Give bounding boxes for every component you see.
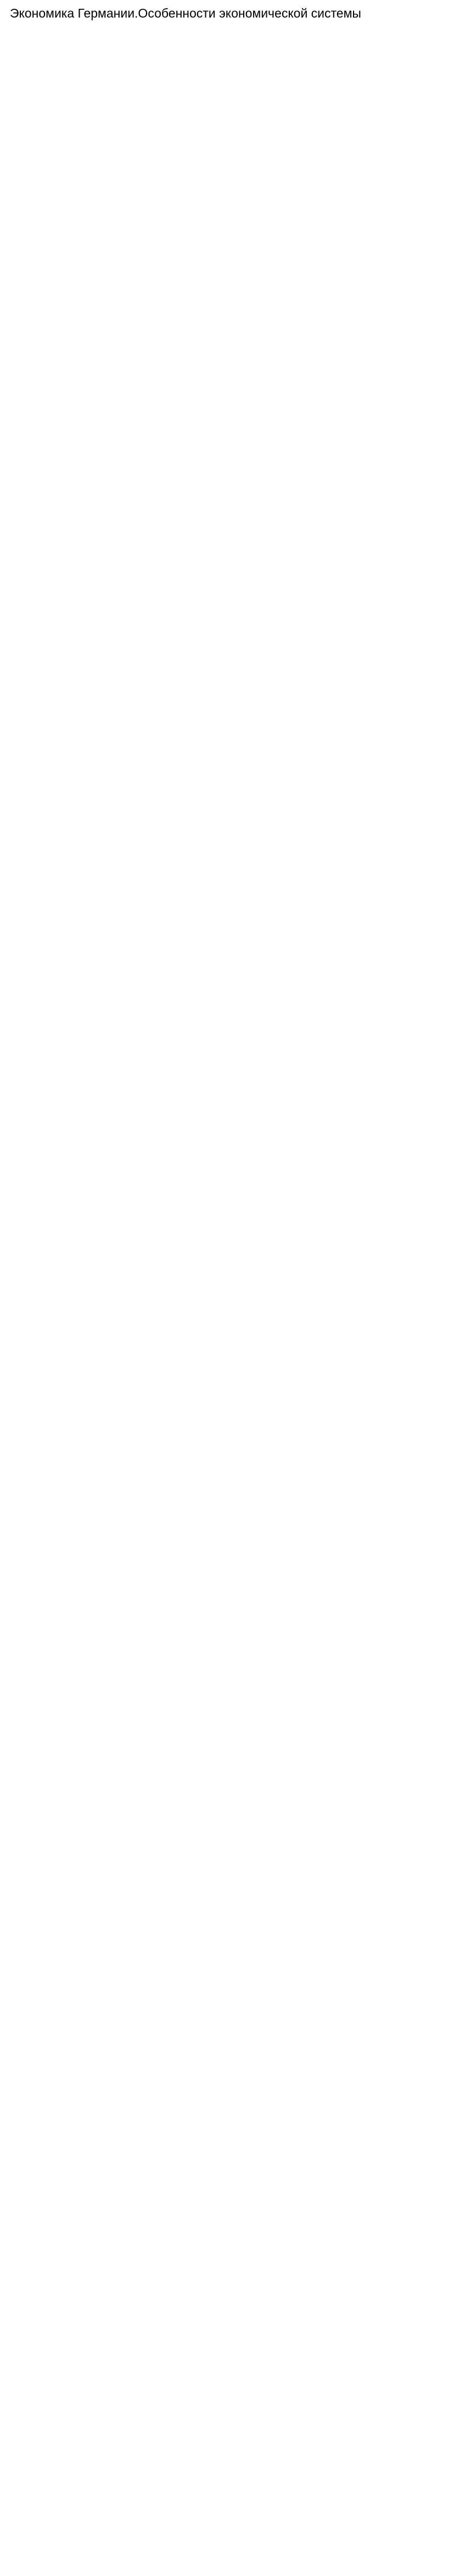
right-aligned-list <box>10 712 455 778</box>
paragraph-block <box>10 2146 455 2185</box>
paragraph-block <box>10 1649 455 1698</box>
paragraph-block <box>10 1260 455 1348</box>
paragraph-block <box>10 1193 455 1254</box>
paragraph-block <box>10 200 455 304</box>
spacer <box>10 666 455 681</box>
document-title: Экономика Германии.Особенности экономической системы <box>10 6 361 20</box>
paragraph-block <box>10 539 455 660</box>
paragraph-block <box>10 681 455 706</box>
spacer <box>10 1799 455 1814</box>
right-aligned-list <box>10 844 455 987</box>
paragraph-block <box>10 1488 455 1575</box>
paragraph-block <box>10 2101 455 2140</box>
paragraph-block <box>10 1705 455 1793</box>
paragraph-block <box>10 30 455 82</box>
spacer <box>10 785 455 799</box>
paragraph-block <box>10 383 455 422</box>
right-aligned-list <box>10 1582 455 1642</box>
paragraph-block <box>10 1082 455 1187</box>
paragraph-block <box>10 994 455 1076</box>
paragraph-block <box>10 311 455 377</box>
paragraph-block <box>10 799 455 838</box>
paragraph-block <box>10 1957 455 2095</box>
paragraph-block <box>10 1355 455 1481</box>
paragraph-block <box>10 428 455 532</box>
paragraph-block <box>10 89 455 193</box>
paragraph-block <box>10 1814 455 1951</box>
